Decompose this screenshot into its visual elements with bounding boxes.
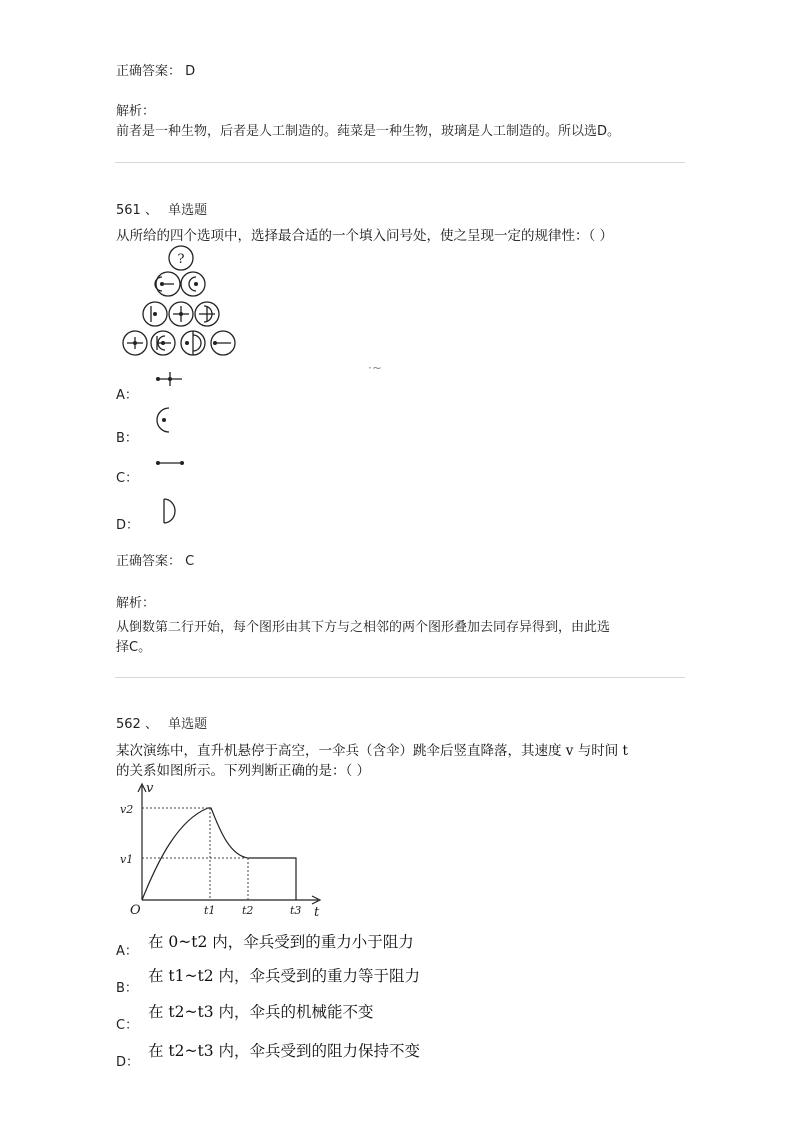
answer-label-text: 正确答案： (116, 554, 182, 569)
option-a-letter: A： (116, 388, 138, 403)
option-c-letter: C： (116, 471, 139, 486)
x-tick-t2: t2 (242, 904, 254, 917)
origin-label: O (130, 903, 141, 918)
analysis-label: 解析： (116, 104, 156, 119)
option-b-letter: B： (116, 981, 138, 996)
analysis-text-561-line2: 择C。 (116, 640, 152, 655)
question-mark-glyph: ? (177, 252, 185, 267)
y-axis-label: v (146, 781, 154, 796)
x-tick-t1: t1 (204, 904, 216, 917)
answer-label-561 (116, 552, 194, 572)
horizontal-segment-with-dots-icon[interactable] (155, 458, 185, 468)
answer-label-text: 正确答案： (116, 64, 182, 79)
question-type: 单选题 (168, 203, 208, 218)
y-tick-v1: v1 (120, 853, 134, 866)
question-header (116, 201, 207, 221)
left-arc-with-dot-icon[interactable] (157, 405, 177, 435)
right-semicircle-icon[interactable] (159, 496, 179, 526)
option-c-letter: C： (116, 1018, 139, 1033)
option-c-text[interactable]: 在 t2~t3 内，伞兵的机械能不变 (148, 1003, 374, 1021)
option-d-letter: D： (116, 518, 140, 533)
answer-label (116, 62, 195, 82)
question-stem-line1: 某次演练中，直升机悬停于高空，一伞兵（含伞）跳伞后竖直降落，其速度 v 与时间 t (116, 743, 628, 759)
question-stem: 从所给的四个选项中，选择最合适的一个填入问号处，使之呈现一定的规律性：（ ） (116, 228, 614, 244)
option-d-letter: D： (116, 1055, 140, 1070)
circle-pyramid-figure (118, 244, 248, 359)
y-tick-v2: v2 (120, 803, 134, 816)
question-header (116, 715, 207, 735)
cross-with-dots-icon[interactable] (155, 369, 185, 389)
velocity-time-graph (118, 780, 328, 920)
answer-value: C (185, 554, 195, 569)
analysis-label-561: 解析： (116, 596, 156, 611)
stray-mark: ·~ (368, 361, 382, 375)
option-a-letter: A： (116, 944, 138, 959)
x-tick-t3: t3 (290, 904, 302, 917)
divider (115, 162, 685, 163)
divider (115, 677, 685, 678)
option-b-text[interactable]: 在 t1~t2 内，伞兵受到的重力等于阻力 (148, 967, 421, 985)
option-a-text[interactable]: 在 0~t2 内，伞兵受到的重力小于阻力 (148, 933, 414, 951)
option-b-letter: B： (116, 431, 138, 446)
x-axis-label: t (314, 905, 320, 920)
question-number: 561 、 (116, 203, 158, 218)
analysis-text-561-line1: 从倒数第二行开始，每个图形由其下方与之相邻的两个图形叠加去同存异得到，由此选 (116, 620, 611, 635)
analysis-text: 前者是一种生物，后者是人工制造的。莼菜是一种生物，玻璃是人工制造的。所以选D。 (116, 124, 621, 139)
answer-value: D (185, 64, 196, 79)
question-type: 单选题 (168, 717, 208, 732)
question-number: 562 、 (116, 717, 158, 732)
option-d-text[interactable]: 在 t2~t3 内，伞兵受到的阻力保持不变 (148, 1042, 421, 1060)
question-stem-line2: 的关系如图所示。下列判断正确的是：（ ） (116, 763, 371, 779)
